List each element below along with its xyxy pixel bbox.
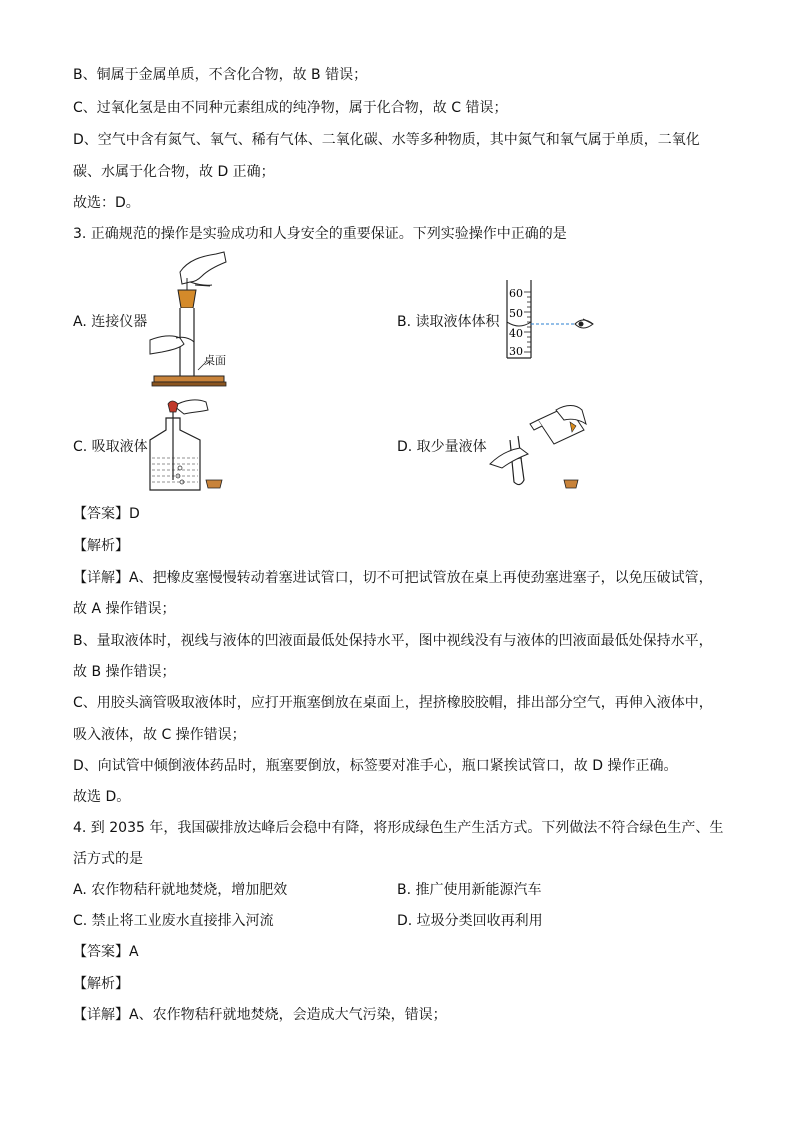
prev-line-d1: D、空气中含有氮气、氧气、稀有气体、二氧化碳、水等多种物质，其中氮气和氧气属于单质，二氧化 (73, 132, 700, 148)
q4-stem-line2: 活方式的是 (73, 851, 143, 867)
q4-option-b: B. 推广使用新能源汽车 (397, 882, 542, 898)
q3-option-d-label: D. 取少量液体 (397, 439, 487, 455)
q3-stem: 3. 正确规范的操作是实验成功和人身安全的重要保证。下列实验操作中正确的是 (73, 226, 567, 242)
q4-option-d: D. 垃圾分类回收再利用 (397, 913, 543, 929)
q4-answer: 【答案】A (73, 944, 139, 960)
figure-d-take-liquid (490, 400, 590, 492)
q4-option-a: A. 农作物秸秆就地焚烧，增加肥效 (73, 882, 288, 898)
tick-50: 50 (509, 307, 523, 320)
q4-stem-line1: 4. 到 2035 年，我国碳排放达峰后会稳中有降，将形成绿色生产生活方式。下列做法不符合绿色生产、生 (73, 820, 724, 836)
figure-c-draw-liquid (148, 396, 228, 494)
q3-detail-a2: 故 A 操作错误； (73, 601, 176, 617)
tick-30: 30 (509, 345, 523, 358)
table-label: 桌面 (204, 354, 226, 367)
q3-detail-c1: C、用胶头滴管吸取液体时，应打开瓶塞倒放在桌面上，捏挤橡胶胶帽，排出部分空气，再伸入液体中， (73, 695, 713, 711)
prev-line-c: C、过氧化氢是由不同种元素组成的纯净物，属于化合物，故 C 错误； (73, 100, 508, 116)
q3-detail-b1: B、量取液体时，视线与液体的凹液面最低处保持水平，图中视线没有与液体的凹液面最低处保持水平， (73, 633, 713, 649)
prev-line-b: B、铜属于金属单质，不含化合物，故 B 错误； (73, 67, 368, 83)
q3-option-c-label: C. 吸取液体 (73, 439, 148, 455)
q4-detail-a: 【详解】A、农作物秸秆就地焚烧，会造成大气污染，错误； (73, 1007, 447, 1023)
q3-detail-b2: 故 B 操作错误； (73, 664, 176, 680)
tick-40: 40 (509, 327, 523, 340)
q4-option-c: C. 禁止将工业废水直接排入河流 (73, 913, 274, 929)
q4-analysis-heading: 【解析】 (73, 976, 129, 992)
figure-a-connect-apparatus (150, 252, 230, 392)
q3-option-a-label: A. 连接仪器 (73, 314, 148, 330)
q3-answer: 【答案】D (73, 506, 140, 522)
prev-choose: 故选：D。 (73, 195, 140, 211)
q3-option-b-label: B. 读取液体体积 (397, 314, 500, 330)
q3-detail-d: D、向试管中倾倒液体药品时，瓶塞要倒放，标签要对准手心，瓶口紧挨试管口，故 D 操作正确。 (73, 758, 678, 774)
q3-analysis-heading: 【解析】 (73, 538, 129, 554)
figure-b-read-volume (505, 280, 605, 365)
tick-60: 60 (509, 287, 523, 300)
q3-detail-a1: 【详解】A、把橡皮塞慢慢转动着塞进试管口，切不可把试管放在桌上再使劲塞进塞子，以免压破试管， (73, 570, 713, 586)
q3-choose: 故选 D。 (73, 789, 131, 805)
q3-detail-c2: 吸入液体，故 C 操作错误； (73, 727, 246, 743)
prev-line-d2: 碳、水属于化合物，故 D 正确； (73, 164, 275, 180)
